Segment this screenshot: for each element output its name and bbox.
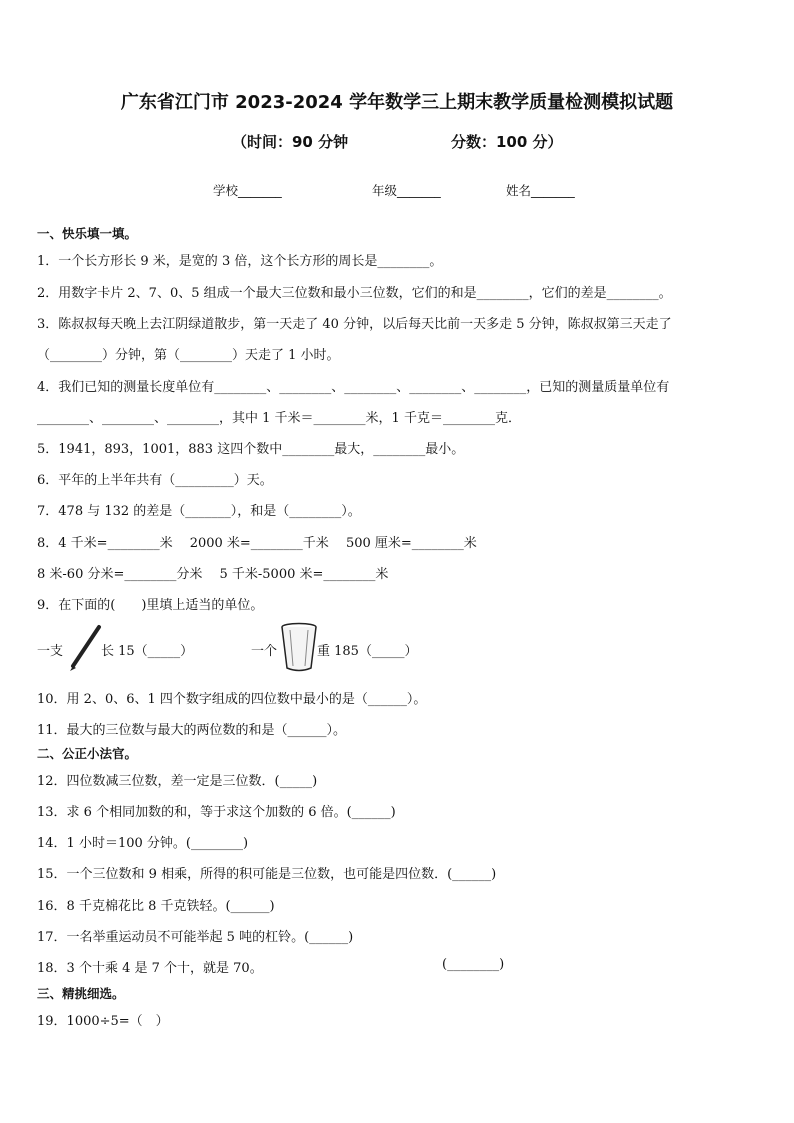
question-8-line-2: 8 米-60 分米=________分米 5 千米-5000 米=________米 <box>37 567 389 582</box>
question-8-line-1: 8．4 千米=________米 2000 米=________千米 500 厘米=________米 <box>37 536 477 551</box>
pencil-suffix: 长 15（_____） <box>101 644 194 659</box>
question-5: 5．1941，893，1001，883 这四个数中________最大，________最小。 <box>37 442 465 457</box>
question-16: 16．8 千克棉花比 8 千克铁轻。(______) <box>37 899 275 914</box>
section-heading-choice: 三、精挑细选。 <box>37 986 125 1001</box>
question-3-line-2: （________）分钟，第（________）天走了 1 小时。 <box>37 348 340 363</box>
pencil-prefix: 一支 <box>37 644 64 659</box>
question-18: 18．3 个十乘 4 是 7 个十，就是 70。 <box>37 961 263 976</box>
question-4-line-1: 4．我们已知的测量长度单位有________、________、________、________、________，已知的测量质量单位有 <box>37 380 670 395</box>
question-3-line-1: 3．陈叔叔每天晚上去江阴绿道散步，第一天走了 40 分钟，以后每天比前一天多走 5 分钟，陈叔叔第三天走了 <box>37 317 672 332</box>
question-11: 11．最大的三位数与最大的两位数的和是（______）。 <box>37 723 347 738</box>
cup-suffix: 重 185（_____） <box>317 644 418 659</box>
question-6: 6．平年的上半年共有（_________）天。 <box>37 473 273 488</box>
question-12: 12．四位数减三位数，差一定是三位数．(_____) <box>37 774 318 789</box>
exam-title: 广东省江门市 2023-2024 学年数学三上期末教学质量检测模拟试题 <box>120 92 674 113</box>
question-15: 15．一个三位数和 9 相乘，所得的积可能是三位数，也可能是四位数．(______) <box>37 867 497 882</box>
question-4-line-2: ________、________、________，其中 1 千米＝________米，1 千克＝________克． <box>37 411 521 426</box>
cup-icon <box>279 622 319 674</box>
question-13: 13．求 6 个相同加数的和，等于求这个加数的 6 倍。(______) <box>37 805 396 820</box>
question-2: 2．用数字卡片 2、7、0、5 组成一个最大三位数和最小三位数，它们的和是________，它们的差是________。 <box>37 286 672 301</box>
pencil-icon <box>67 624 103 672</box>
exam-score: 分数：100 分） <box>451 133 563 151</box>
question-1: 1．一个长方形长 9 米，是宽的 3 倍，这个长方形的周长是________。 <box>37 254 443 269</box>
exam-time: （时间：90 分钟 <box>232 133 349 151</box>
question-18-answer-blank: (________) <box>442 957 505 972</box>
question-9: 9．在下面的( )里填上适当的单位。 <box>37 598 264 613</box>
question-14: 14．1 小时＝100 分钟。(________) <box>37 836 249 851</box>
section-heading-judge: 二、公正小法官。 <box>37 746 138 761</box>
question-19: 19．1000÷5=（ ） <box>37 1014 169 1029</box>
name-field: 姓名_______ <box>506 183 575 198</box>
section-heading-fill: 一、快乐填一填。 <box>37 226 138 241</box>
cup-prefix: 一个 <box>251 644 278 659</box>
question-17: 17．一名举重运动员不可能举起 5 吨的杠铃。(______) <box>37 930 354 945</box>
question-7: 7．478 与 132 的差是（_______），和是（________）。 <box>37 504 361 519</box>
grade-field: 年级_______ <box>372 183 441 198</box>
school-field: 学校_______ <box>213 183 282 198</box>
question-10: 10．用 2、0、6、1 四个数字组成的四位数中最小的是（______）。 <box>37 692 427 707</box>
question-9-pictures <box>37 622 757 674</box>
